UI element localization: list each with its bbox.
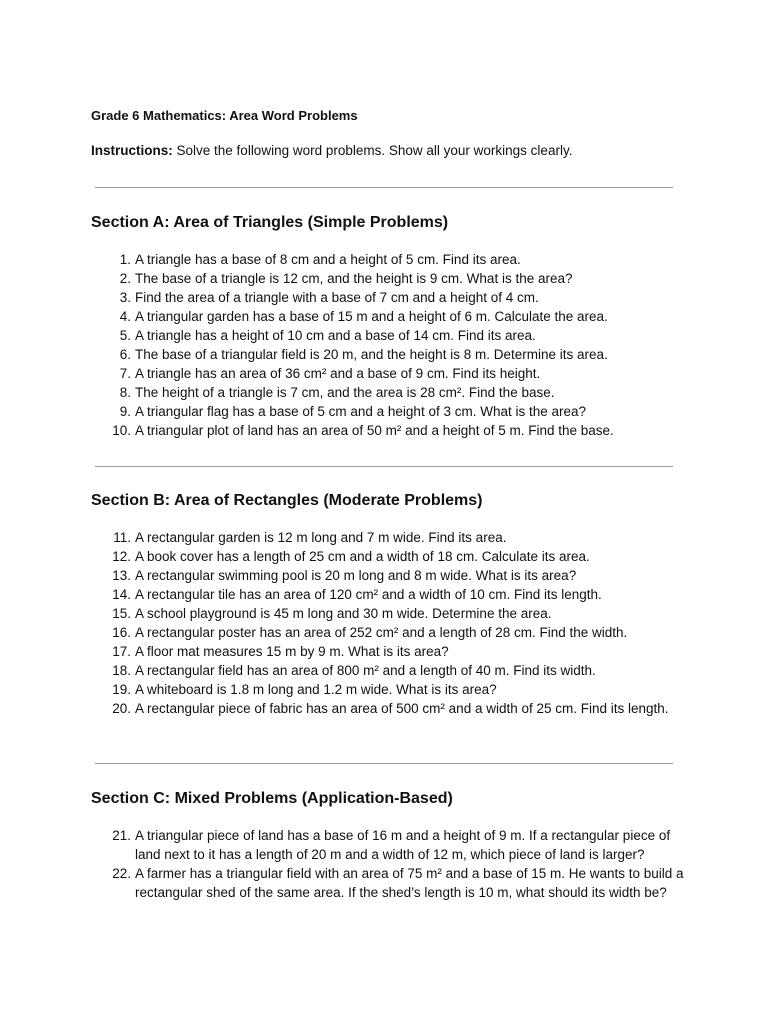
question-text: A book cover has a length of 25 cm and a width of 18 cm. Calculate its area.	[135, 549, 590, 564]
question-text: A triangle has a height of 10 cm and a base of 14 cm. Find its area.	[135, 328, 536, 343]
question-number: 12.	[112, 549, 131, 564]
question-item	[105, 604, 685, 623]
question-item	[105, 642, 685, 661]
question-item	[105, 547, 685, 566]
question-item	[105, 585, 685, 604]
question-item	[105, 661, 685, 680]
question-item	[105, 864, 685, 902]
question-text: Find the area of a triangle with a base of 7 cm and a height of 4 cm.	[135, 290, 539, 305]
instructions-label: Instructions:	[91, 143, 173, 158]
question-text: A rectangular swimming pool is 20 m long and 8 m wide. What is its area?	[135, 568, 577, 583]
question-item	[105, 383, 685, 402]
question-text: A triangular plot of land has an area of 50 m² and a height of 5 m. Find the base.	[135, 423, 614, 438]
question-item	[105, 421, 685, 440]
question-item	[105, 826, 685, 864]
question-number: 9.	[119, 404, 131, 419]
question-number: 16.	[112, 625, 131, 640]
page-title: Grade 6 Mathematics: Area Word Problems	[91, 108, 358, 123]
divider	[95, 187, 673, 188]
question-text: The base of a triangular field is 20 m, and the height is 8 m. Determine its area.	[135, 347, 608, 362]
question-text: A rectangular tile has an area of 120 cm² and a width of 10 cm. Find its length.	[135, 587, 602, 602]
question-item	[105, 566, 685, 585]
question-number: 15.	[112, 606, 131, 621]
question-number: 17.	[112, 644, 131, 659]
question-text: A rectangular poster has an area of 252 cm² and a length of 28 cm. Find the width.	[135, 625, 628, 640]
question-text: A school playground is 45 m long and 30 m wide. Determine the area.	[135, 606, 552, 621]
question-text: A rectangular field has an area of 800 m² and a length of 40 m. Find its width.	[135, 663, 596, 678]
question-number: 4.	[119, 309, 131, 324]
question-number: 20.	[112, 701, 131, 716]
question-number: 22.	[112, 866, 131, 881]
question-item	[105, 402, 685, 421]
question-number: 18.	[112, 663, 131, 678]
question-number: 21.	[112, 828, 131, 843]
section-b-questions	[105, 528, 685, 718]
section-a-heading: Section A: Area of Triangles (Simple Problems)	[91, 214, 449, 231]
question-text: A whiteboard is 1.8 m long and 1.2 m wide. What is its area?	[135, 682, 497, 697]
question-number: 5.	[119, 328, 131, 343]
question-text: A triangular flag has a base of 5 cm and a height of 3 cm. What is the area?	[135, 404, 587, 419]
question-number: 13.	[112, 568, 131, 583]
question-text: A rectangular garden is 12 m long and 7 m wide. Find its area.	[135, 530, 507, 545]
question-text: A rectangular piece of fabric has an area of 500 cm² and a width of 25 cm. Find its length.	[135, 701, 669, 716]
question-item	[105, 307, 685, 326]
divider	[95, 763, 673, 764]
question-text: The base of a triangle is 12 cm, and the height is 9 cm. What is the area?	[135, 271, 573, 286]
question-item	[105, 680, 685, 699]
question-item	[105, 288, 685, 307]
question-number: 2.	[119, 271, 131, 286]
question-item	[105, 345, 685, 364]
question-text: A floor mat measures 15 m by 9 m. What is its area?	[135, 644, 449, 659]
question-text: The height of a triangle is 7 cm, and the area is 28 cm². Find the base.	[135, 385, 555, 400]
question-number: 1.	[119, 252, 131, 267]
question-number: 10.	[112, 423, 131, 438]
question-text: A triangle has an area of 36 cm² and a base of 9 cm. Find its height.	[135, 366, 541, 381]
instructions	[91, 143, 572, 158]
question-text: A farmer has a triangular field with an area of 75 m² and a base of 15 m. He wants to build a rectangular shed of the same area. If the shed’s length is 10 m, what should its width be?	[135, 866, 684, 900]
section-c-questions	[105, 826, 685, 902]
question-item	[105, 699, 685, 718]
question-item	[105, 623, 685, 642]
question-number: 7.	[119, 366, 131, 381]
question-number: 11.	[113, 530, 131, 545]
question-item	[105, 364, 685, 383]
divider	[95, 466, 673, 467]
question-text: A triangular piece of land has a base of 16 m and a height of 9 m. If a rectangular piece of land next to it has a length of 20 m and a width of 12 m, which piece of land is larger?	[135, 828, 671, 862]
question-number: 8.	[119, 385, 131, 400]
question-number: 14.	[112, 587, 131, 602]
question-item	[105, 269, 685, 288]
section-b-heading: Section B: Area of Rectangles (Moderate Problems)	[91, 492, 483, 509]
section-a-questions	[105, 250, 685, 440]
question-number: 19.	[112, 682, 131, 697]
question-text: A triangular garden has a base of 15 m and a height of 6 m. Calculate the area.	[135, 309, 608, 324]
section-c-heading: Section C: Mixed Problems (Application-Based)	[91, 790, 453, 807]
question-text: A triangle has a base of 8 cm and a height of 5 cm. Find its area.	[135, 252, 521, 267]
question-item	[105, 250, 685, 269]
instructions-text: Solve the following word problems. Show all your workings clearly.	[172, 143, 573, 158]
question-item	[105, 528, 685, 547]
question-number: 6.	[119, 347, 131, 362]
question-number: 3.	[119, 290, 131, 305]
question-item	[105, 326, 685, 345]
